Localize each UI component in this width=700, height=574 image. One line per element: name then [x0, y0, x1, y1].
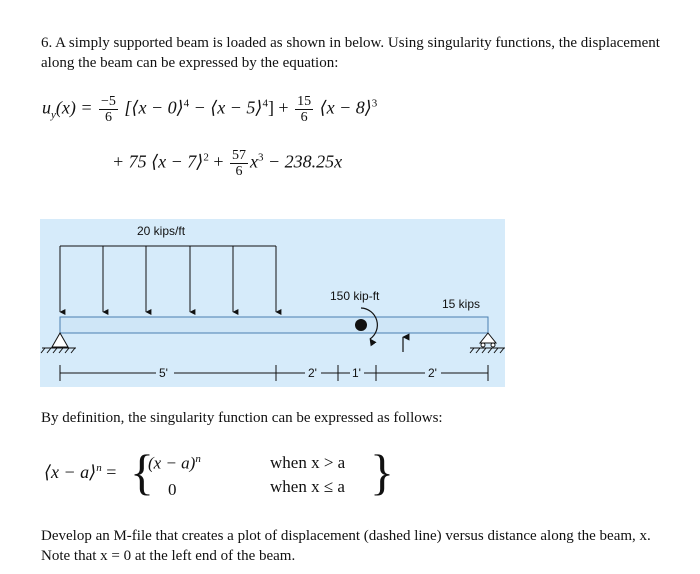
- eq-lhs: u: [42, 97, 51, 118]
- eq-line2-term-b: − 238.25x: [263, 151, 343, 172]
- dimension-1ft: 1': [352, 366, 361, 380]
- eq-term-3: ⟨x − 8⟩: [319, 97, 372, 118]
- eq-line2-term-a: + 75 ⟨x − 7⟩: [112, 151, 204, 172]
- distributed-load-label: 20 kips/ft: [137, 224, 186, 238]
- eq-term-2: − ⟨x − 5⟩: [189, 97, 263, 118]
- fraction-1-den: 6: [104, 110, 112, 125]
- fraction-2: [295, 94, 313, 125]
- eq-lhs-arg: (x) =: [55, 97, 93, 118]
- distributed-load: [60, 246, 276, 312]
- equation-line-1: [42, 94, 377, 125]
- singularity-lhs: [44, 462, 116, 483]
- eq-term-2-close: ] +: [267, 97, 289, 118]
- dimension-line: [60, 365, 488, 381]
- def-case-1-expr: (x − a): [148, 453, 196, 473]
- fraction-2-num: 15: [297, 94, 312, 109]
- moment-label: 150 kip-ft: [330, 289, 380, 303]
- dimension-5ft: 5': [159, 366, 168, 380]
- def-lhs: ⟨x − a⟩: [44, 462, 97, 482]
- left-pin-support: [41, 333, 76, 353]
- eq-line2-term-a-exp: 2: [203, 151, 209, 164]
- right-roller-support: [470, 333, 505, 353]
- fraction-1-num: −5: [101, 94, 116, 109]
- eq-line2-x-exp: 3: [257, 151, 264, 164]
- eq-term-2-exp: 4: [262, 97, 268, 110]
- point-load-label: 15 kips: [442, 297, 481, 311]
- equation-line-2: [112, 148, 342, 179]
- beam-diagram-svg: [40, 219, 505, 387]
- def-case-2: 0: [168, 480, 177, 499]
- fraction-2-den: 6: [300, 110, 308, 125]
- dimension-2ft-a: 2': [308, 366, 317, 380]
- fraction-3: [230, 148, 248, 179]
- eq-line2-plus: +: [208, 151, 224, 172]
- fraction-3-den: 6: [235, 164, 243, 179]
- fraction-3-num: 57: [231, 148, 246, 163]
- eq-lhs-sub: y: [51, 109, 56, 122]
- eq-term-3-exp: 3: [371, 97, 378, 110]
- beam-diagram: [40, 219, 505, 387]
- def-eq: =: [101, 462, 117, 482]
- task-text: Develop an M-file that creates a plot of displacement (dashed line) versus distance along the beam, x. Note that x = 0 at the left end of the beam.: [41, 528, 651, 564]
- eq-term-1: [⟨x − 0⟩: [124, 97, 184, 118]
- def-condition-2: when x ≤ a: [270, 477, 345, 496]
- definition-text: By definition, the singularity function can be expressed as follows:: [41, 410, 443, 426]
- right-brace: }: [370, 444, 394, 500]
- problem-intro: 6. A simply supported beam is loaded as shown in below. Using singularity functions, the displacement along the beam can be expressed by the equation:: [41, 35, 660, 71]
- def-case-1: [148, 453, 201, 474]
- beam: [60, 317, 488, 333]
- left-brace: {: [130, 444, 154, 500]
- def-condition-1: when x > a: [270, 453, 346, 472]
- eq-term-1-exp: 4: [183, 97, 190, 110]
- eq-line2-x: x: [249, 151, 258, 172]
- dimension-2ft-b: 2': [428, 366, 437, 380]
- def-case-1-exp: n: [195, 453, 201, 465]
- def-lhs-exp: n: [96, 462, 102, 474]
- fraction-1: [99, 94, 118, 125]
